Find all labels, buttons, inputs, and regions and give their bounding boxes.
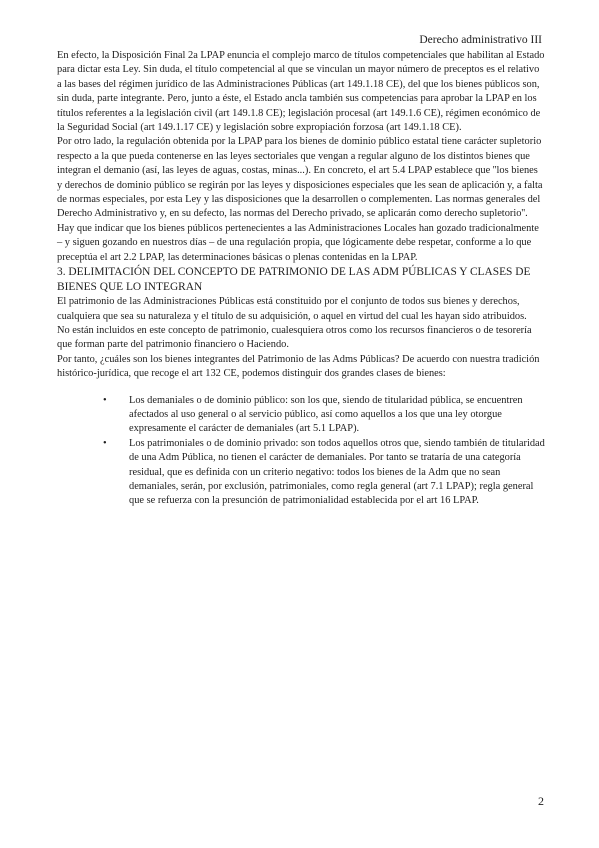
list-item (57, 437, 545, 509)
paragraph: No están incluidos en este concepto de patrimonio, cualesquiera otros como los recursos financieros o de tesorería que forman parte del patrimonio financiero o Haciendo. (57, 324, 532, 351)
page-number: 2 (538, 794, 544, 808)
paragraph: Por tanto, ¿cuáles son los bienes integrantes del Patrimonio de las Adms Públicas? De acuerdo con nuestra tradición histórico-jurídica, que recoge el art 132 CE, podemos distinguir dos grandes clases de bienes: (57, 353, 540, 380)
bullet-icon: • (103, 394, 107, 406)
running-header: Derecho administrativo III (419, 34, 542, 46)
paragraph: Por otro lado, la regulación obtenida por la LPAP para los bienes de dominio público estatal tiene carácter supletorio respecto a la que pueda contenerse en las leyes sectoriales que vengan a regular alguno de los distintos bienes que integran el demanio (así, las leyes de aguas, costas, minas...). En concreto, el art 5.4 LPAP establece que ''los bienes y derechos de dominio público se regirán por las leyes y disposiciones especiales que les sean de aplicación y, a falta de normas especiales, por esta Ley y las disposiciones que la desarrollen o complementen. Las normas generales del Derecho Administrativo y, en su defecto, las normas del Derecho privado, se aplicarán como derecho supletorio''. (57, 136, 543, 220)
bullet-list (57, 394, 545, 509)
list-item-text: Los patrimoniales o de dominio privado: son todos aquellos otros que, siendo también de titularidad de una Adm Pública, no tienen el carácter de demaniales. Por tanto se trataría de una categoría residual, que es definida con un criterio negativo: todos los bienes de la Adm que no sean demaniales, serán, por exclusión, patrimoniales, como regla general (art 7.1 LPAP); regla general que se refuerza con la presunción de patrimonialidad establecida por el art 16 LPAP. (129, 437, 545, 507)
section-heading: 3. DELIMITACIÓN DEL CONCEPTO DE PATRIMONIO DE LAS ADM PÚBLICAS Y CLASES DE BIENES QUE LO INTEGRAN (57, 266, 531, 294)
list-item-text: Los demaniales o de dominio público: son los que, siendo de titularidad pública, se encuentren afectados al uso general o al servicio público, así como aquellos a los que una ley otorgue expresamente el carácter de demaniales (art 5.1 LPAP). (129, 394, 523, 435)
list-item (57, 394, 545, 437)
bullet-icon: • (103, 437, 107, 449)
document-body (57, 49, 545, 509)
paragraph: El patrimonio de las Administraciones Públicas está constituido por el conjunto de todos sus bienes y derechos, cualquiera que sea su naturaleza y el título de su adquisición, o aquel en virtud del cual les hayan sido atribuidos. (57, 296, 527, 322)
paragraph: Hay que indicar que los bienes públicos pertenecientes a las Administraciones Locales han gozado tradicionalmente – y siguen gozando en nuestros días – de una regulación propia, que lógicamente debe respetar, conforme a lo que preceptúa el art 2.2 LPAP, las determinaciones básicas o plenas contenidas en la LPAP. (57, 222, 539, 263)
paragraph: En efecto, la Disposición Final 2a LPAP enuncia el complejo marco de títulos competenciales que habilitan al Estado para dictar esta Ley. Sin duda, el título competencial al que se vinculan un mayor número de preceptos es el relativo a las bases del régimen jurídico de las Administraciones Públicas (art 149.1.18 CE), del que los bienes públicos son, sin duda, parte integrante. Pero, junto a éste, el Estado ancla también sus competencias para aprobar la LPAP en los títulos referentes a la legislación civil (art 149.1.8 CE); legislación procesal (art 149.1.6 CE), régimen económico de la Seguridad Social (art 149.1.17 CE) y legislación sobre expropiación forzosa (art 149.1.18 CE). (57, 50, 545, 134)
